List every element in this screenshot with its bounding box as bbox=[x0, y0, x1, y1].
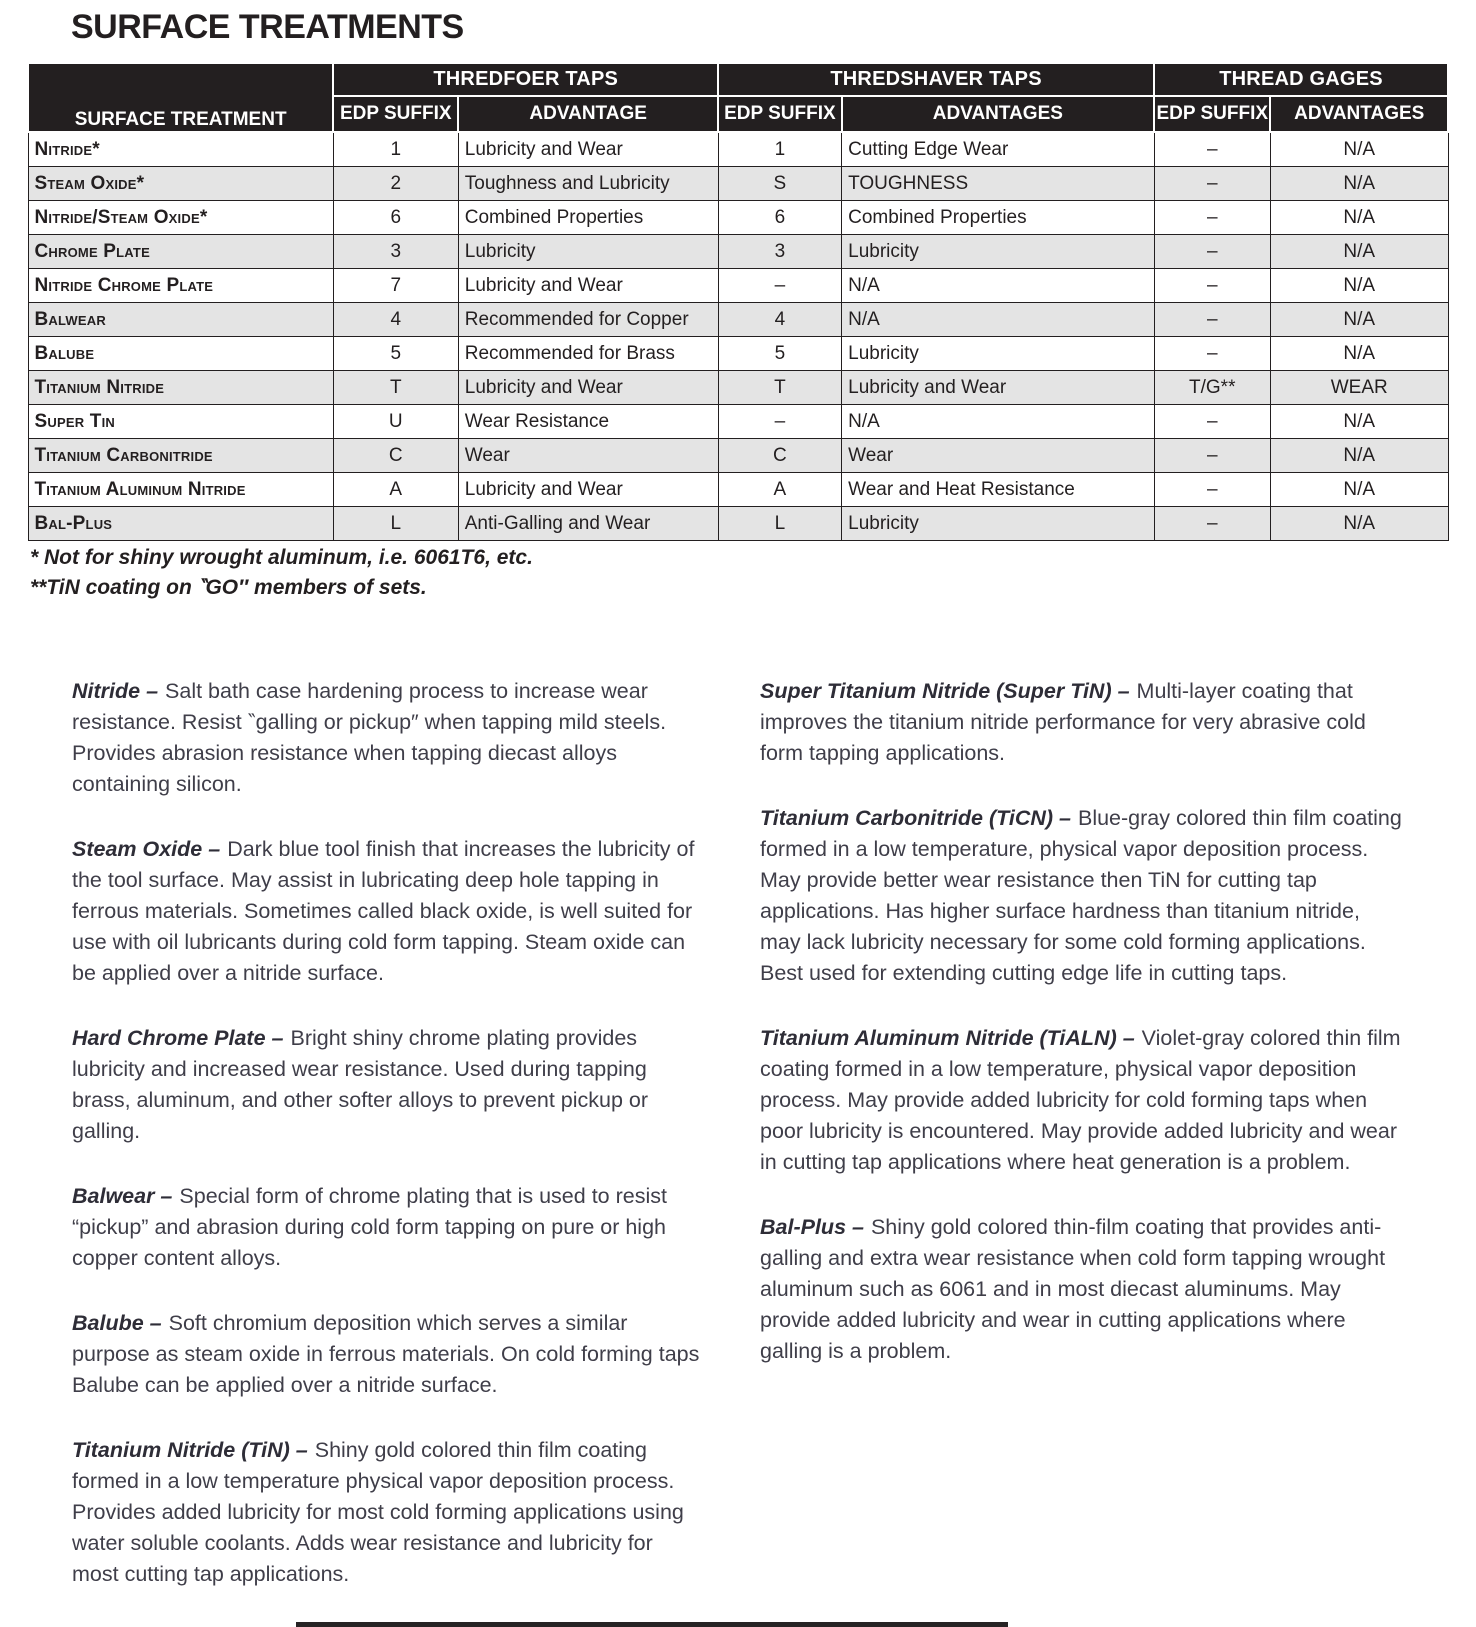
group-header-thredfoer-taps: THREDFOER TAPS bbox=[333, 63, 718, 96]
thredshaver-edp-suffix: 1 bbox=[718, 132, 842, 167]
description-term: Super Titanium Nitride (Super TiN) – bbox=[760, 679, 1130, 703]
thredfoer-advantage: Anti-Galling and Wear bbox=[458, 507, 718, 541]
column-header-edp-suffix-2: EDP SUFFIX bbox=[718, 96, 842, 132]
description-paragraph bbox=[72, 1023, 704, 1147]
descriptions-right-column bbox=[760, 676, 1402, 1401]
thredshaver-edp-suffix: – bbox=[718, 269, 842, 303]
description-paragraph bbox=[72, 1308, 704, 1401]
treatment-name: Nitride Chrome Plate bbox=[28, 269, 333, 303]
thredshaver-advantage: Lubricity and Wear bbox=[842, 371, 1154, 405]
treatment-name: Chrome Plate bbox=[28, 235, 333, 269]
description-paragraph bbox=[760, 803, 1402, 989]
description-text: Special form of chrome plating that is used to resist “pickup” and abrasion during cold form tapping on pure or high copper content alloys. bbox=[72, 1184, 667, 1270]
thredshaver-edp-suffix: 6 bbox=[718, 201, 842, 235]
thredfoer-advantage: Recommended for Copper bbox=[458, 303, 718, 337]
thredfoer-edp-suffix: 7 bbox=[333, 269, 458, 303]
thread-gage-advantage: N/A bbox=[1270, 303, 1448, 337]
thredshaver-edp-suffix: – bbox=[718, 405, 842, 439]
description-paragraph bbox=[72, 1181, 704, 1274]
treatment-name: Balwear bbox=[28, 303, 333, 337]
surface-treatments-table bbox=[27, 62, 1449, 541]
treatment-name: Titanium Carbonitride bbox=[28, 439, 333, 473]
footnote-double-asterisk: **TiN coating on ‶GO″ members of sets. bbox=[30, 576, 427, 599]
thredfoer-edp-suffix: 2 bbox=[333, 167, 458, 201]
thread-gage-advantage: N/A bbox=[1270, 337, 1448, 371]
treatment-name: Nitride* bbox=[28, 132, 333, 167]
description-paragraph bbox=[72, 1435, 704, 1590]
group-header-thredshaver-taps: THREDSHAVER TAPS bbox=[718, 63, 1154, 96]
description-text: Salt bath case hardening process to increase wear resistance. Resist ‶galling or pickup″ when tapping mild steels. Provides abrasion resistance when tapping diecast alloys containing silicon. bbox=[72, 679, 667, 796]
table-row bbox=[28, 405, 1448, 439]
table-row bbox=[28, 201, 1448, 235]
thredshaver-advantage: Wear and Heat Resistance bbox=[842, 473, 1154, 507]
description-paragraph bbox=[760, 676, 1402, 769]
thredfoer-edp-suffix: 4 bbox=[333, 303, 458, 337]
cropped-footer-bar bbox=[296, 1622, 1008, 1627]
table-row bbox=[28, 167, 1448, 201]
description-text: Blue-gray colored thin film coating formed in a low temperature, physical vapor deposition process. May provide better wear resistance then TiN for cutting tap applications. Has higher surface hardness than titanium nitride, may lack lubricity necessary for some cold forming applications. Best used for extending cutting edge life in cutting taps. bbox=[760, 806, 1402, 985]
description-term: Hard Chrome Plate – bbox=[72, 1026, 284, 1050]
description-term: Titanium Aluminum Nitride (TiALN) – bbox=[760, 1026, 1135, 1050]
thredfoer-edp-suffix: L bbox=[333, 507, 458, 541]
thredfoer-advantage: Lubricity and Wear bbox=[458, 132, 718, 167]
description-term: Balube – bbox=[72, 1311, 162, 1335]
thredfoer-edp-suffix: 3 bbox=[333, 235, 458, 269]
thredshaver-advantage: Wear bbox=[842, 439, 1154, 473]
treatment-name: Super Tin bbox=[28, 405, 333, 439]
description-paragraph bbox=[760, 1212, 1402, 1367]
thread-gage-advantage: N/A bbox=[1270, 473, 1448, 507]
treatment-descriptions bbox=[72, 676, 1412, 1624]
thread-gage-edp-suffix: – bbox=[1154, 269, 1270, 303]
thredfoer-advantage: Combined Properties bbox=[458, 201, 718, 235]
description-paragraph bbox=[72, 834, 704, 989]
thredshaver-edp-suffix: L bbox=[718, 507, 842, 541]
column-header-advantages-2: ADVANTAGES bbox=[842, 96, 1154, 132]
description-term: Bal-Plus – bbox=[760, 1215, 864, 1239]
thread-gage-edp-suffix: T/G** bbox=[1154, 371, 1270, 405]
thread-gage-advantage: N/A bbox=[1270, 167, 1448, 201]
thread-gage-edp-suffix: – bbox=[1154, 439, 1270, 473]
description-term: Titanium Carbonitride (TiCN) – bbox=[760, 806, 1071, 830]
thread-gage-edp-suffix: – bbox=[1154, 167, 1270, 201]
thread-gage-edp-suffix: – bbox=[1154, 405, 1270, 439]
thredfoer-advantage: Lubricity and Wear bbox=[458, 269, 718, 303]
treatment-name: Steam Oxide* bbox=[28, 167, 333, 201]
thread-gage-advantage: N/A bbox=[1270, 507, 1448, 541]
thredfoer-advantage: Lubricity bbox=[458, 235, 718, 269]
footnote-asterisk: * Not for shiny wrought aluminum, i.e. 6061T6, etc. bbox=[30, 546, 533, 569]
treatment-name: Balube bbox=[28, 337, 333, 371]
page-title: SURFACE TREATMENTS bbox=[71, 8, 464, 46]
thread-gage-edp-suffix: – bbox=[1154, 132, 1270, 167]
thredshaver-advantage: Lubricity bbox=[842, 337, 1154, 371]
thread-gage-advantage: WEAR bbox=[1270, 371, 1448, 405]
table-row bbox=[28, 132, 1448, 167]
thread-gage-advantage: N/A bbox=[1270, 132, 1448, 167]
description-term: Nitride – bbox=[72, 679, 159, 703]
thread-gage-edp-suffix: – bbox=[1154, 507, 1270, 541]
thredshaver-advantage: Lubricity bbox=[842, 507, 1154, 541]
thredfoer-edp-suffix: U bbox=[333, 405, 458, 439]
thredshaver-advantage: N/A bbox=[842, 269, 1154, 303]
thredshaver-edp-suffix: A bbox=[718, 473, 842, 507]
thredfoer-advantage: Toughness and Lubricity bbox=[458, 167, 718, 201]
table-row bbox=[28, 235, 1448, 269]
table-row bbox=[28, 507, 1448, 541]
thredshaver-advantage: N/A bbox=[842, 405, 1154, 439]
thredfoer-advantage: Recommended for Brass bbox=[458, 337, 718, 371]
description-paragraph bbox=[760, 1023, 1402, 1178]
thredshaver-edp-suffix: 4 bbox=[718, 303, 842, 337]
column-header-edp-suffix-3: EDP SUFFIX bbox=[1154, 96, 1270, 132]
thredshaver-advantage: Cutting Edge Wear bbox=[842, 132, 1154, 167]
column-header-surface-treatment: SURFACE TREATMENT bbox=[28, 63, 333, 132]
column-header-edp-suffix-1: EDP SUFFIX bbox=[333, 96, 458, 132]
description-paragraph bbox=[72, 676, 704, 800]
thread-gage-advantage: N/A bbox=[1270, 201, 1448, 235]
descriptions-left-column bbox=[72, 676, 704, 1624]
thread-gage-advantage: N/A bbox=[1270, 269, 1448, 303]
thredshaver-edp-suffix: 3 bbox=[718, 235, 842, 269]
group-header-thread-gages: THREAD GAGES bbox=[1154, 63, 1448, 96]
thread-gage-advantage: N/A bbox=[1270, 439, 1448, 473]
description-text: Shiny gold colored thin film coating formed in a low temperature physical vapor deposition process. Provides added lubricity for most cold forming applications using water soluble coolants. Adds wear resistance and lubricity for most cutting tap applications. bbox=[72, 1438, 684, 1586]
column-header-advantage-1: ADVANTAGE bbox=[458, 96, 718, 132]
thread-gage-edp-suffix: – bbox=[1154, 235, 1270, 269]
table-group-header-row bbox=[28, 63, 1448, 96]
thredshaver-edp-suffix: 5 bbox=[718, 337, 842, 371]
thredfoer-advantage: Wear Resistance bbox=[458, 405, 718, 439]
thredfoer-advantage: Wear bbox=[458, 439, 718, 473]
thredfoer-edp-suffix: 5 bbox=[333, 337, 458, 371]
table-row bbox=[28, 473, 1448, 507]
thredfoer-advantage: Lubricity and Wear bbox=[458, 473, 718, 507]
thredfoer-edp-suffix: A bbox=[333, 473, 458, 507]
column-header-advantages-3: ADVANTAGES bbox=[1270, 96, 1448, 132]
table-row bbox=[28, 303, 1448, 337]
thredshaver-advantage: N/A bbox=[842, 303, 1154, 337]
description-term: Balwear – bbox=[72, 1184, 173, 1208]
treatment-name: Titanium Aluminum Nitride bbox=[28, 473, 333, 507]
description-text: Bright shiny chrome plating provides lubricity and increased wear resistance. Used during tapping brass, aluminum, and other softer alloys to prevent pickup or galling. bbox=[72, 1026, 649, 1143]
thredshaver-edp-suffix: T bbox=[718, 371, 842, 405]
thredshaver-edp-suffix: C bbox=[718, 439, 842, 473]
thread-gage-edp-suffix: – bbox=[1154, 201, 1270, 235]
description-text: Multi-layer coating that improves the titanium nitride performance for very abrasive cold form tapping applications. bbox=[760, 679, 1366, 765]
description-term: Titanium Nitride (TiN) – bbox=[72, 1438, 308, 1462]
treatment-name: Titanium Nitride bbox=[28, 371, 333, 405]
thredshaver-advantage: Combined Properties bbox=[842, 201, 1154, 235]
thredfoer-edp-suffix: 1 bbox=[333, 132, 458, 167]
description-text: Shiny gold colored thin-film coating that provides anti-galling and extra wear resistance when cold form tapping wrought aluminum such as 6061 and in most diecast aluminums. May provide added lubricity and wear in cutting applications where galling is a problem. bbox=[760, 1215, 1386, 1363]
table-row bbox=[28, 337, 1448, 371]
thread-gage-edp-suffix: – bbox=[1154, 303, 1270, 337]
thread-gage-edp-suffix: – bbox=[1154, 473, 1270, 507]
description-term: Steam Oxide – bbox=[72, 837, 221, 861]
description-text: Violet-gray colored thin film coating formed in a low temperature, physical vapor deposition process. May provide added lubricity for cold forming taps when poor lubricity is encountered. May provide added lubricity and wear in cutting tap applications where heat generation is a problem. bbox=[760, 1026, 1401, 1174]
treatment-name: Bal-Plus bbox=[28, 507, 333, 541]
table-row bbox=[28, 269, 1448, 303]
thredfoer-edp-suffix: T bbox=[333, 371, 458, 405]
table-footnotes bbox=[30, 543, 533, 603]
thread-gage-advantage: N/A bbox=[1270, 235, 1448, 269]
thredshaver-advantage: TOUGHNESS bbox=[842, 167, 1154, 201]
thredshaver-advantage: Lubricity bbox=[842, 235, 1154, 269]
table-row bbox=[28, 439, 1448, 473]
thread-gage-advantage: N/A bbox=[1270, 405, 1448, 439]
thredshaver-edp-suffix: S bbox=[718, 167, 842, 201]
description-text: Soft chromium deposition which serves a similar purpose as steam oxide in ferrous materials. On cold forming taps Balube can be applied over a nitride surface. bbox=[72, 1311, 700, 1397]
treatment-name: Nitride/Steam Oxide* bbox=[28, 201, 333, 235]
thredfoer-edp-suffix: 6 bbox=[333, 201, 458, 235]
description-text: Dark blue tool finish that increases the lubricity of the tool surface. May assist in lubricating deep hole tapping in ferrous materials. Sometimes called black oxide, is well suited for use with oil lubricants during cold form tapping. Steam oxide can be applied over a nitride surface. bbox=[72, 837, 695, 985]
table-row bbox=[28, 371, 1448, 405]
thredfoer-advantage: Lubricity and Wear bbox=[458, 371, 718, 405]
thredfoer-edp-suffix: C bbox=[333, 439, 458, 473]
thread-gage-edp-suffix: – bbox=[1154, 337, 1270, 371]
